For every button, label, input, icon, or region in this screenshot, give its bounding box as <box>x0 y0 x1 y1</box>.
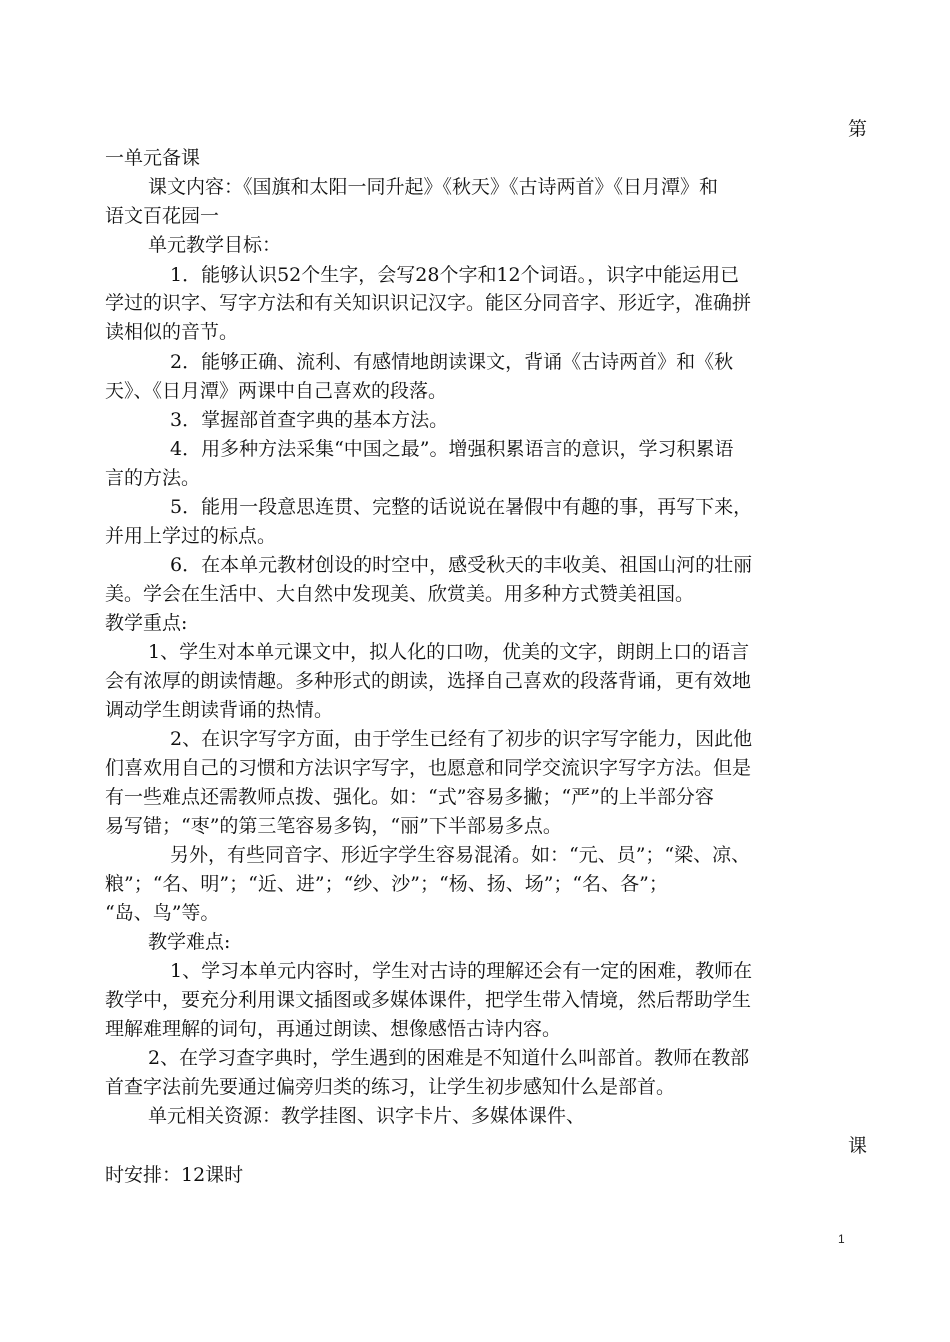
text-line: “岛、鸟”等。 <box>105 902 220 924</box>
text-line: 调动学生朗读背诵的热情。 <box>105 699 334 721</box>
text-line: 美。学会在生活中、大自然中发现美、欣赏美。用多种方式赞美祖国。 <box>105 583 695 605</box>
section-heading: 教学重点: <box>105 612 188 634</box>
text-line: 1．能够认识52个生字，会写28个字和12个词语。，识字中能运用已 <box>170 264 740 286</box>
text-line: 1、学生对本单元课文中，拟人化的口吻，优美的文字，朗朗上口的语言 <box>148 641 750 663</box>
text-line: 3．掌握部首查字典的基本方法。 <box>170 409 449 431</box>
text-line: 5．能用一段意思连贯、完整的话说说在暑假中有趣的事，再写下来， <box>170 496 753 518</box>
text-line: 单元相关资源：教学挂图、识字卡片、多媒体课件、 <box>148 1105 586 1127</box>
text-line: 2．能够正确、流利、有感情地朗读课文，背诵《古诗两首》和《秋 <box>170 351 734 373</box>
text-line: 们喜欢用自己的习惯和方法识字写字，也愿意和同学交流识字写字方法。但是 <box>105 757 752 779</box>
text-line: 天》、《日月潭》两课中自己喜欢的段落。 <box>105 380 448 402</box>
text-line: 另外，有些同音字、形近字学生容易混淆。如：“元、员”；“梁、凉、 <box>170 844 751 866</box>
page-heading-start: 第 <box>848 118 868 140</box>
text-line: 会有浓厚的朗读情趣。多种形式的朗读，选择自己喜欢的段落背诵，更有效地 <box>105 670 752 692</box>
text-line: 读相似的音节。 <box>105 321 239 343</box>
text-line: 并用上学过的标点。 <box>105 525 277 547</box>
text-line: 时安排：12课时 <box>105 1164 244 1186</box>
text-line: 学过的识字、写字方法和有关知识识记汉字。能区分同音字、形近字，准确拼 <box>105 292 752 314</box>
text-line: 理解难理解的词句，再通过朗读、想像感悟古诗内容。 <box>105 1018 562 1040</box>
section-heading: 教学难点: <box>148 931 231 953</box>
page-number: 1 <box>838 1232 845 1246</box>
text-line: 语文百花园一 <box>105 205 220 227</box>
text-line: 4．用多种方法采集“中国之最”。增强积累语言的意识，学习积累语 <box>170 438 734 460</box>
text-line: 2、在识字写字方面，由于学生已经有了初步的识字写字能力，因此他 <box>170 728 753 750</box>
text-line: 言的方法。 <box>105 467 201 489</box>
text-line: 首查字法前先要通过偏旁归类的练习，让学生初步感知什么是部首。 <box>105 1076 676 1098</box>
text-line: 6．在本单元教材创设的时空中，感受秋天的丰收美、祖国山河的壮丽 <box>170 554 753 576</box>
text-line: 1、学习本单元内容时，学生对古诗的理解还会有一定的困难，教师在 <box>170 960 753 982</box>
text-line: 有一些难点还需教师点拨、强化。如：“式”容易多撇；“严”的上半部分容 <box>105 786 714 808</box>
text-line: 教学中，要充分利用课文插图或多媒体课件，把学生带入情境，然后帮助学生 <box>105 989 752 1011</box>
text-line: 2、在学习查字典时，学生遇到的困难是不知道什么叫部首。教师在教部 <box>148 1047 750 1069</box>
text-line: 课文内容：《国旗和太阳一同升起》《秋天》《古诗两首》《日月潭》和 <box>148 176 719 198</box>
text-line: 粮”；“名、明”；“近、进”；“纱、沙”；“杨、扬、场”；“名、各”； <box>105 873 668 895</box>
text-line-end: 课 <box>848 1135 868 1157</box>
section-heading: 单元教学目标： <box>148 234 282 256</box>
text-line: 易写错；“枣”的第三笔容易多钩，“丽”下半部易多点。 <box>105 815 562 837</box>
page-title: 一单元备课 <box>105 147 201 169</box>
